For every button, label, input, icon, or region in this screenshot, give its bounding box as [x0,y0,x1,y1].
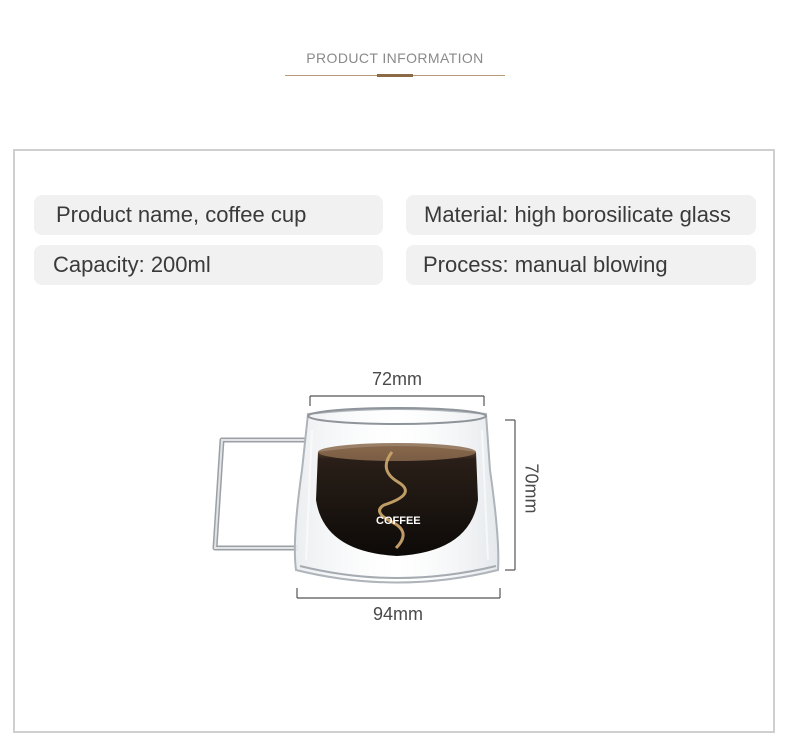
top-dimension-line [310,396,484,406]
height-dimension-line [505,420,515,570]
section-title: PRODUCT INFORMATION [306,50,484,66]
spec-material-text: Material: high borosilicate glass [424,202,731,227]
spec-process-text: Process: manual blowing [423,252,668,277]
spec-capacity-text: Capacity: 200ml [53,252,211,277]
dimension-top-width: 72mm [372,369,423,389]
dimension-bottom-width: 94mm [373,604,424,624]
cup-handle [215,440,306,548]
spec-product-name-text: Product name, coffee cup [56,202,307,227]
cup-print-text: COFFEE [376,515,421,527]
bottom-dimension-line [297,588,500,598]
dimension-height: 70mm [521,463,542,514]
